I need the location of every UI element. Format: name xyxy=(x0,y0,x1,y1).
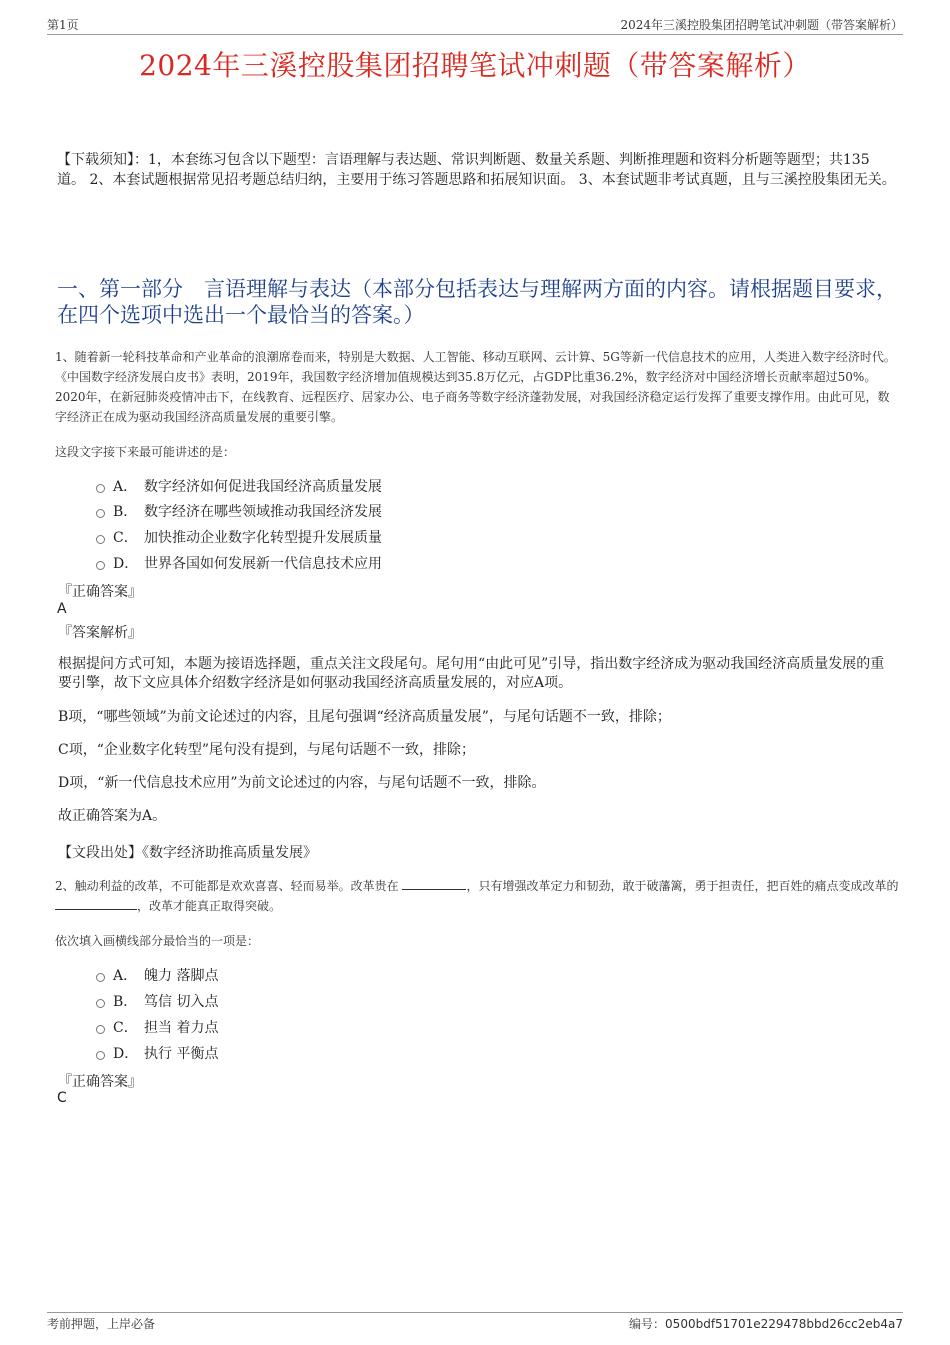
q2-passage: 2、触动利益的改革，不可能都是欢欢喜喜、轻而易举。改革贵在 ，只有增强改革定力和韧劲，敢于破藩篱，勇于担责任，把百姓的痛点变成改革的 ，改革才能真正取得突破。 xyxy=(55,879,899,913)
radio-icon[interactable] xyxy=(96,484,105,493)
radio-icon[interactable] xyxy=(96,1051,105,1060)
q2-option-a[interactable]: A． 魄力 落脚点 xyxy=(96,965,218,985)
q1-option-d[interactable]: D． 世界各国如何发展新一代信息技术应用 xyxy=(96,553,382,573)
radio-icon[interactable] xyxy=(96,1025,105,1034)
fill-blank xyxy=(55,897,137,910)
q1-answer: A xyxy=(57,601,67,617)
radio-icon[interactable] xyxy=(96,999,105,1008)
radio-icon[interactable] xyxy=(96,509,105,518)
q1-answer-label: 『正确答案』 xyxy=(58,584,142,600)
radio-icon[interactable] xyxy=(96,973,105,982)
section-heading: 一、第一部分 言语理解与表达（本部分包括表达与理解两方面的内容。请根据题目要求，在四个选项中选出一个最恰当的答案。） xyxy=(57,277,897,327)
q2-prompt: 依次填入画横线部分最恰当的一项是： xyxy=(55,934,260,948)
header-doc-title: 2024年三溪控股集团招聘笔试冲刺题（带答案解析） xyxy=(620,18,903,32)
q1-source-text: 《数字经济助推高质量发展》 xyxy=(142,845,317,861)
q2-option-d[interactable]: D． 执行 平衡点 xyxy=(96,1043,218,1063)
q1-analysis-paragraph: D项，“新一代信息技术应用”为前文论述过的内容，与尾句话题不一致，排除。 xyxy=(58,775,546,791)
q1-source-label: 【文段出处】 xyxy=(58,845,142,861)
q1-option-c[interactable]: C． 加快推动企业数字化转型提升发展质量 xyxy=(96,527,382,547)
q1-analysis-paragraph: B项，“哪些领域”为前文论述过的内容，且尾句强调“经济高质量发展”，与尾句话题不一致，排除； xyxy=(58,709,671,725)
q1-analysis-paragraph: 根据提问方式可知，本题为接语选择题，重点关注文段尾句。尾句用“由此可见”引导，指出数字经济成为驱动我国经济高质量发展的重要引擎，故下文应具体介绍数字经济是如何驱动我国经济高质量发展的，对应A项。 xyxy=(58,656,885,691)
q1-analysis-label: 『答案解析』 xyxy=(58,625,142,641)
q2-answer-label: 『正确答案』 xyxy=(58,1074,142,1090)
footer-code: 编号：0500bdf51701e229478bbd26cc2eb4a7 xyxy=(629,1317,903,1331)
q1-source xyxy=(58,842,317,862)
q1-analysis-paragraph: 故正确答案为A。 xyxy=(58,808,167,824)
q2-option-b[interactable]: B． 笃信 切入点 xyxy=(96,991,218,1011)
fill-blank xyxy=(402,877,466,890)
q1-analysis-paragraph: C项，“企业数字化转型”尾句没有提到，与尾句话题不一致，排除； xyxy=(58,742,476,758)
footer-slogan: 考前押题，上岸必备 xyxy=(47,1317,156,1331)
page-footer xyxy=(47,1312,903,1333)
radio-icon[interactable] xyxy=(96,561,105,570)
radio-icon[interactable] xyxy=(96,535,105,544)
q1-passage: 1、随着新一轮科技革命和产业革命的浪潮席卷而来，特别是大数据、人工智能、移动互联网、云计算、5G等新一代信息技术的应用，人类进入数字经济时代。《中国数字经济发展白皮书》表明，2019年，我国数字经济增加值规模达到35.8万亿元，占GDP比重36.2%，数字经济对中国经济增长贡献率超过50%。2020年，在新冠肺炎疫情冲击下，在线教育、远程医疗、居家办公、电子商务等数字经济蓬勃发展，对我国经济稳定运行发挥了重要支撑作用。由此可见，数字经济正在成为驱动我国经济高质量发展的重要引擎。 xyxy=(55,350,896,424)
page-number: 第1页 xyxy=(47,18,79,32)
q1-prompt: 这段文字接下来最可能讲述的是： xyxy=(55,445,236,459)
document-title: 2024年三溪控股集团招聘笔试冲刺题（带答案解析） xyxy=(139,49,811,82)
q1-option-b[interactable]: B． 数字经济在哪些领域推动我国经济发展 xyxy=(96,501,382,521)
q1-option-a[interactable]: A． 数字经济如何促进我国经济高质量发展 xyxy=(96,476,382,496)
q2-answer: C xyxy=(57,1090,67,1106)
q2-option-c[interactable]: C． 担当 着力点 xyxy=(96,1017,218,1037)
download-notice: 【下载须知】：1，本套练习包含以下题型：言语理解与表达题、常识判断题、数量关系题、判断推理题和资料分析题等题型；共135道。 2、本套试题根据常见招考题总结归纳，主要用于练习答题思路和拓展知识面。 3、本套试题非考试真题，且与三溪控股集团无关。 xyxy=(57,152,896,188)
page-header xyxy=(47,14,903,35)
